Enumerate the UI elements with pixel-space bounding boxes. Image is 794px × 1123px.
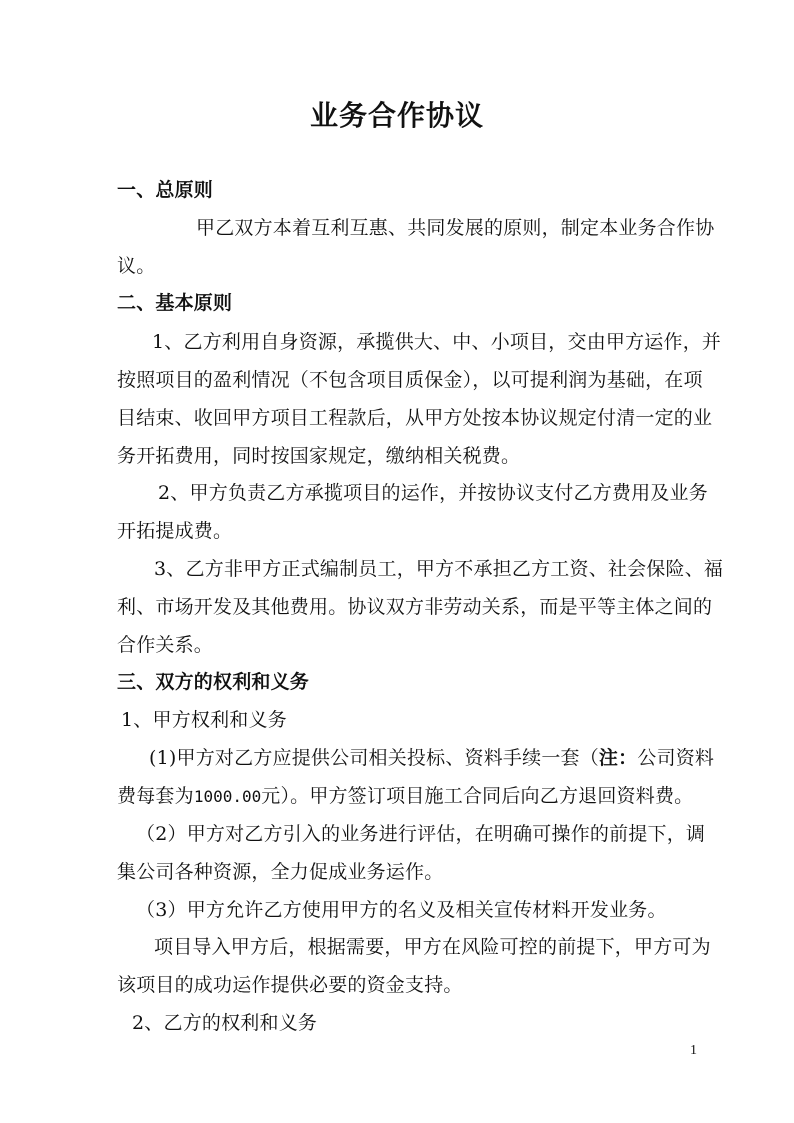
basic-item-1-line-2: 按照项目的盈利情况（不包含项目质保金），以可提利润为基础，在项: [117, 369, 703, 391]
party-a-note-label: 注：: [598, 747, 638, 769]
basic-item-1-line-3: 目结束、收回甲方项目工程款后，从甲方处按本协议规定付清一定的业: [117, 407, 713, 429]
basic-item-1-line-4: 务开拓费用，同时按国家规定，缴纳相关税费。: [117, 445, 521, 467]
party-a-point-1-line-2: [117, 782, 693, 811]
party-a-point-3-line-1: （3）甲方允许乙方使用甲方的名义及相关宣传材料开发业务。: [136, 899, 667, 921]
party-a-heading: 1、甲方权利和义务: [121, 709, 287, 731]
party-a-point-2-line-2: 集公司各种资源，全力促成业务运作。: [117, 861, 444, 883]
basic-item-2-line-1: 2、甲方负责乙方承揽项目的运作，并按协议支付乙方费用及业务: [158, 482, 708, 504]
general-paragraph-line-2: 议。: [117, 255, 156, 277]
section-heading-rights: 三、双方的权利和义务: [117, 671, 310, 693]
party-a-point-1-prefix: (1)甲方对乙方应提供公司相关投标、资料手续一套（: [149, 747, 599, 769]
party-b-heading: 2、乙方的权利和义务: [132, 1012, 318, 1034]
party-a-extra-line-1: 项目导入甲方后，根据需要，甲方在风险可控的前提下，甲方可为: [154, 936, 711, 958]
party-a-point-1-line-1: [149, 744, 714, 772]
party-a-point-2-line-1: （2）甲方对乙方引入的业务进行评估，在明确可操作的前提下，调: [136, 823, 706, 845]
party-a-point-1-suffix: 公司资料: [637, 747, 715, 769]
general-paragraph-line-1: 甲乙双方本着互利互惠、共同发展的原则，制定本业务合作协: [196, 217, 715, 239]
party-a-point-1-line-2-prefix: 费每套为: [117, 785, 194, 807]
basic-item-3-line-1: 3、乙方非甲方正式编制员工，甲方不承担乙方工资、社会保险、福: [154, 558, 724, 580]
basic-item-1-line-1: 1、乙方利用自身资源，承揽供大、中、小项目，交由甲方运作，并: [152, 331, 722, 353]
document-title: 业务合作协议: [309, 99, 484, 132]
page-number: 1: [690, 1043, 697, 1058]
party-a-point-1-line-2-suffix: 元）。甲方签订项目施工合同后向乙方退回资料费。: [261, 785, 694, 807]
section-heading-general: 一、总原则: [117, 179, 214, 201]
basic-item-3-line-3: 合作关系。: [117, 634, 214, 656]
section-heading-basic: 二、基本原则: [117, 292, 233, 314]
party-a-fee-amount: 1000.00: [193, 787, 262, 806]
party-a-extra-line-2: 该项目的成功运作提供必要的资金支持。: [117, 974, 463, 996]
basic-item-3-line-2: 利、市场开发及其他费用。协议双方非劳动关系，而是平等主体之间的: [117, 596, 713, 618]
basic-item-2-line-2: 开拓提成费。: [117, 520, 233, 542]
